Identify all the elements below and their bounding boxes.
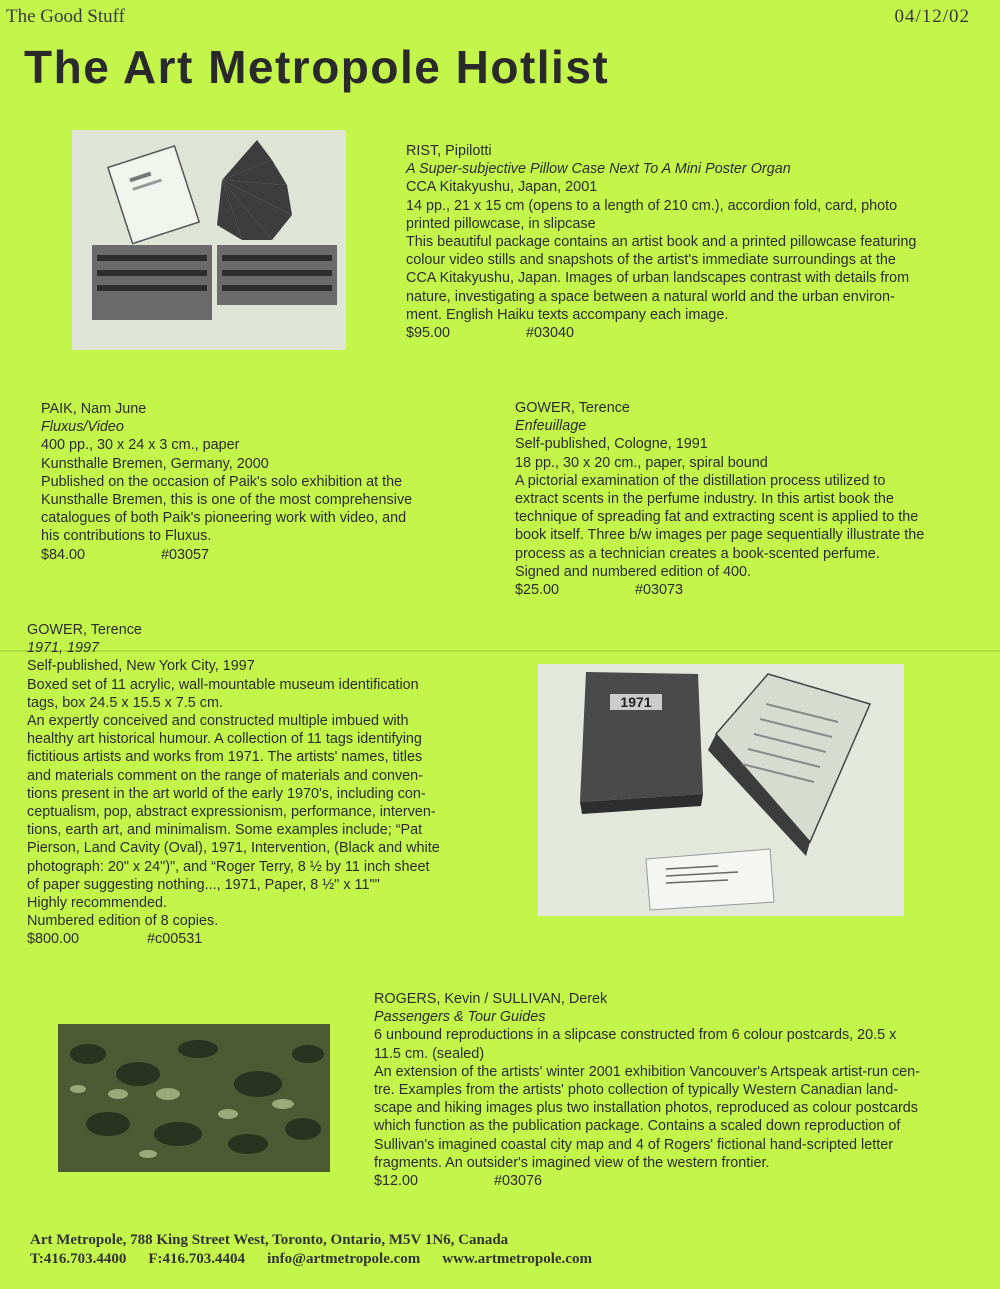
rist-photo-illustration	[72, 130, 346, 350]
entry-line: 6 unbound reproductions in a slipcase constructed from 6 colour postcards, 20.5 x	[374, 1027, 897, 1044]
entry-line: 11.5 cm. (sealed)	[374, 1045, 485, 1062]
entry-line: colour video stills and snapshots of the artist's immediate surroundings at the	[406, 252, 896, 269]
entry-line: scape and hiking images plus two installation photos, reproduced as colour postcards	[374, 1100, 918, 1117]
footer-fax: F:416.703.4404	[148, 1251, 246, 1267]
entry-line: Self-published, New York City, 1997	[27, 658, 255, 675]
footer-address: Art Metropole, 788 King Street West, Toronto, Ontario, M5V 1N6, Canada	[30, 1232, 509, 1248]
entry-gower-1971	[27, 621, 440, 949]
gower-1971-photo	[538, 664, 904, 916]
entry-paik	[41, 400, 412, 564]
entry-line: A pictorial examination of the distillation process utilized to	[515, 472, 886, 489]
entry-line: Pierson, Land Cavity (Oval), 1971, Intervention, (Black and white	[27, 840, 440, 857]
box-label: 1971	[620, 694, 652, 710]
entry-line: which function as the publication package. Contains a scaled down reproduction of	[374, 1118, 901, 1135]
entry-line: An extension of the artists' winter 2001 exhibition Vancouver's Artspeak artist-run cen-	[374, 1063, 920, 1080]
entry-code: #03073	[635, 582, 684, 599]
footer-email[interactable]: info@artmetropole.com	[267, 1251, 421, 1267]
entry-line: ment. English Haiku texts accompany each image.	[406, 306, 729, 323]
entry-line: and materials comment on the range of materials and conven-	[27, 767, 423, 784]
entry-line: 18 pp., 30 x 20 cm., paper, spiral bound	[515, 454, 768, 471]
entry-line: healthy art historical humour. A collection of 11 tags identifying	[27, 731, 422, 748]
page-title: The Art Metropole Hotlist	[24, 41, 610, 93]
entry-line: tions, earth art, and minimalism. Some examples include; “Pat	[27, 822, 423, 839]
footer-website[interactable]: www.artmetropole.com	[442, 1251, 592, 1267]
entry-line: Numbered edition of 8 copies.	[27, 913, 219, 930]
entry-code: #03040	[526, 325, 575, 342]
entry-title: 1971, 1997	[27, 640, 100, 657]
entry-title: A Super-subjective Pillow Case Next To A Mini Poster Organ	[406, 161, 791, 178]
entry-line: Sullivan's imagined coastal city map and 4 of Rogers' fictional hand-scripted letter	[374, 1136, 894, 1153]
entry-line: technique of spreading fat and extracting scent is applied to the	[515, 509, 919, 526]
entry-title: Enfeuillage	[515, 418, 587, 435]
entry-line: Highly recommended.	[27, 895, 167, 912]
entry-line: printed pillowcase, in slipcase	[406, 215, 596, 232]
entry-author: ROGERS, Kevin / SULLIVAN, Derek	[374, 991, 608, 1007]
entry-line: photograph: 20" x 24")", and “Roger Terry, 8 ½ by 11 inch sheet	[27, 858, 430, 875]
entry-line: Published on the occasion of Paik's solo exhibition at the	[41, 473, 403, 490]
entry-line: Signed and numbered edition of 400.	[515, 563, 752, 580]
entry-line: An expertly conceived and constructed multiple imbued with	[27, 713, 409, 730]
footer-contacts	[30, 1250, 592, 1269]
price-row	[515, 581, 924, 599]
entry-author: PAIK, Nam June	[41, 401, 147, 417]
price-row	[41, 546, 412, 564]
price-row	[374, 1172, 920, 1190]
header-left-text: The Good Stuff	[6, 6, 125, 27]
footer-phone: T:416.703.4400	[30, 1251, 127, 1267]
entry-line: tags, box 24.5 x 15.5 x 7.5 cm.	[27, 694, 223, 711]
entry-line: CCA Kitakyushu, Japan, 2001	[406, 179, 598, 196]
entry-code: #c00531	[147, 931, 203, 948]
entry-line: This beautiful package contains an artist book and a printed pillowcase featuring	[406, 234, 917, 251]
entry-line: Kunsthalle Bremen, Germany, 2000	[41, 455, 269, 472]
entry-line: his contributions to Fluxus.	[41, 528, 212, 545]
entry-rist	[406, 142, 916, 342]
entry-line: book itself. Three b/w images per page sequentially illustrate the	[515, 527, 925, 544]
entry-line: nature, investigating a space between a natural world and the urban environ-	[406, 288, 895, 305]
entry-line: extract scents in the perfume industry. In this artist book the	[515, 491, 894, 508]
entry-price: $95.00	[406, 325, 451, 342]
entry-line: tre. Examples from the artists' photo collection of typically Western Canadian land-	[374, 1082, 898, 1099]
entry-price: $800.00	[27, 931, 80, 948]
entry-author: GOWER, Terence	[515, 400, 630, 416]
price-row	[27, 930, 440, 948]
entry-price: $25.00	[515, 582, 560, 599]
entry-price: $84.00	[41, 546, 86, 563]
entry-author: GOWER, Terence	[27, 622, 142, 638]
entry-line: Boxed set of 11 acrylic, wall-mountable museum identification	[27, 676, 419, 693]
entry-rogers-sullivan	[374, 990, 920, 1190]
foliage-illustration	[58, 1024, 330, 1172]
entry-line: 400 pp., 30 x 24 x 3 cm., paper	[41, 437, 240, 454]
entry-price: $12.00	[374, 1173, 419, 1190]
entry-line: fragments. An outsider's imagined view of the western frontier.	[374, 1154, 770, 1171]
rogers-sullivan-photo	[58, 1024, 330, 1172]
footer	[30, 1231, 592, 1269]
entry-line: process as a technician creates a book-scented perfume.	[515, 545, 880, 562]
entry-gower-enfeuillage	[515, 399, 924, 599]
entry-author: RIST, Pipilotti	[406, 143, 492, 159]
entry-line: Self-published, Cologne, 1991	[515, 436, 708, 453]
entry-code: #03076	[494, 1173, 543, 1190]
entry-code: #03057	[161, 546, 210, 563]
entry-line: ceptualism, pop, abstract expressionism, performance, interven-	[27, 804, 436, 821]
rist-product-photo	[72, 130, 346, 350]
entry-title: Passengers & Tour Guides	[374, 1009, 546, 1026]
entry-line: catalogues of both Paik's pioneering work with video, and	[41, 510, 407, 527]
entry-line: CCA Kitakyushu, Japan. Images of urban landscapes contrast with details from	[406, 270, 910, 287]
gower-1971-illustration	[538, 664, 904, 916]
entry-line: of paper suggesting nothing..., 1971, Paper, 8 ½" x 11""	[27, 876, 380, 893]
entry-line: 14 pp., 21 x 15 cm (opens to a length of 210 cm.), accordion fold, card, photo	[406, 197, 898, 214]
entry-line: tions present in the art world of the early 1970's, including con-	[27, 785, 426, 802]
header-date: 04/12/02	[894, 6, 970, 27]
entry-line: fictitious artists and works from 1971. The artists' names, titles	[27, 749, 423, 766]
entry-title: Fluxus/Video	[41, 419, 124, 436]
price-row	[406, 324, 916, 342]
entry-line: Kunsthalle Bremen, this is one of the most comprehensive	[41, 492, 413, 509]
